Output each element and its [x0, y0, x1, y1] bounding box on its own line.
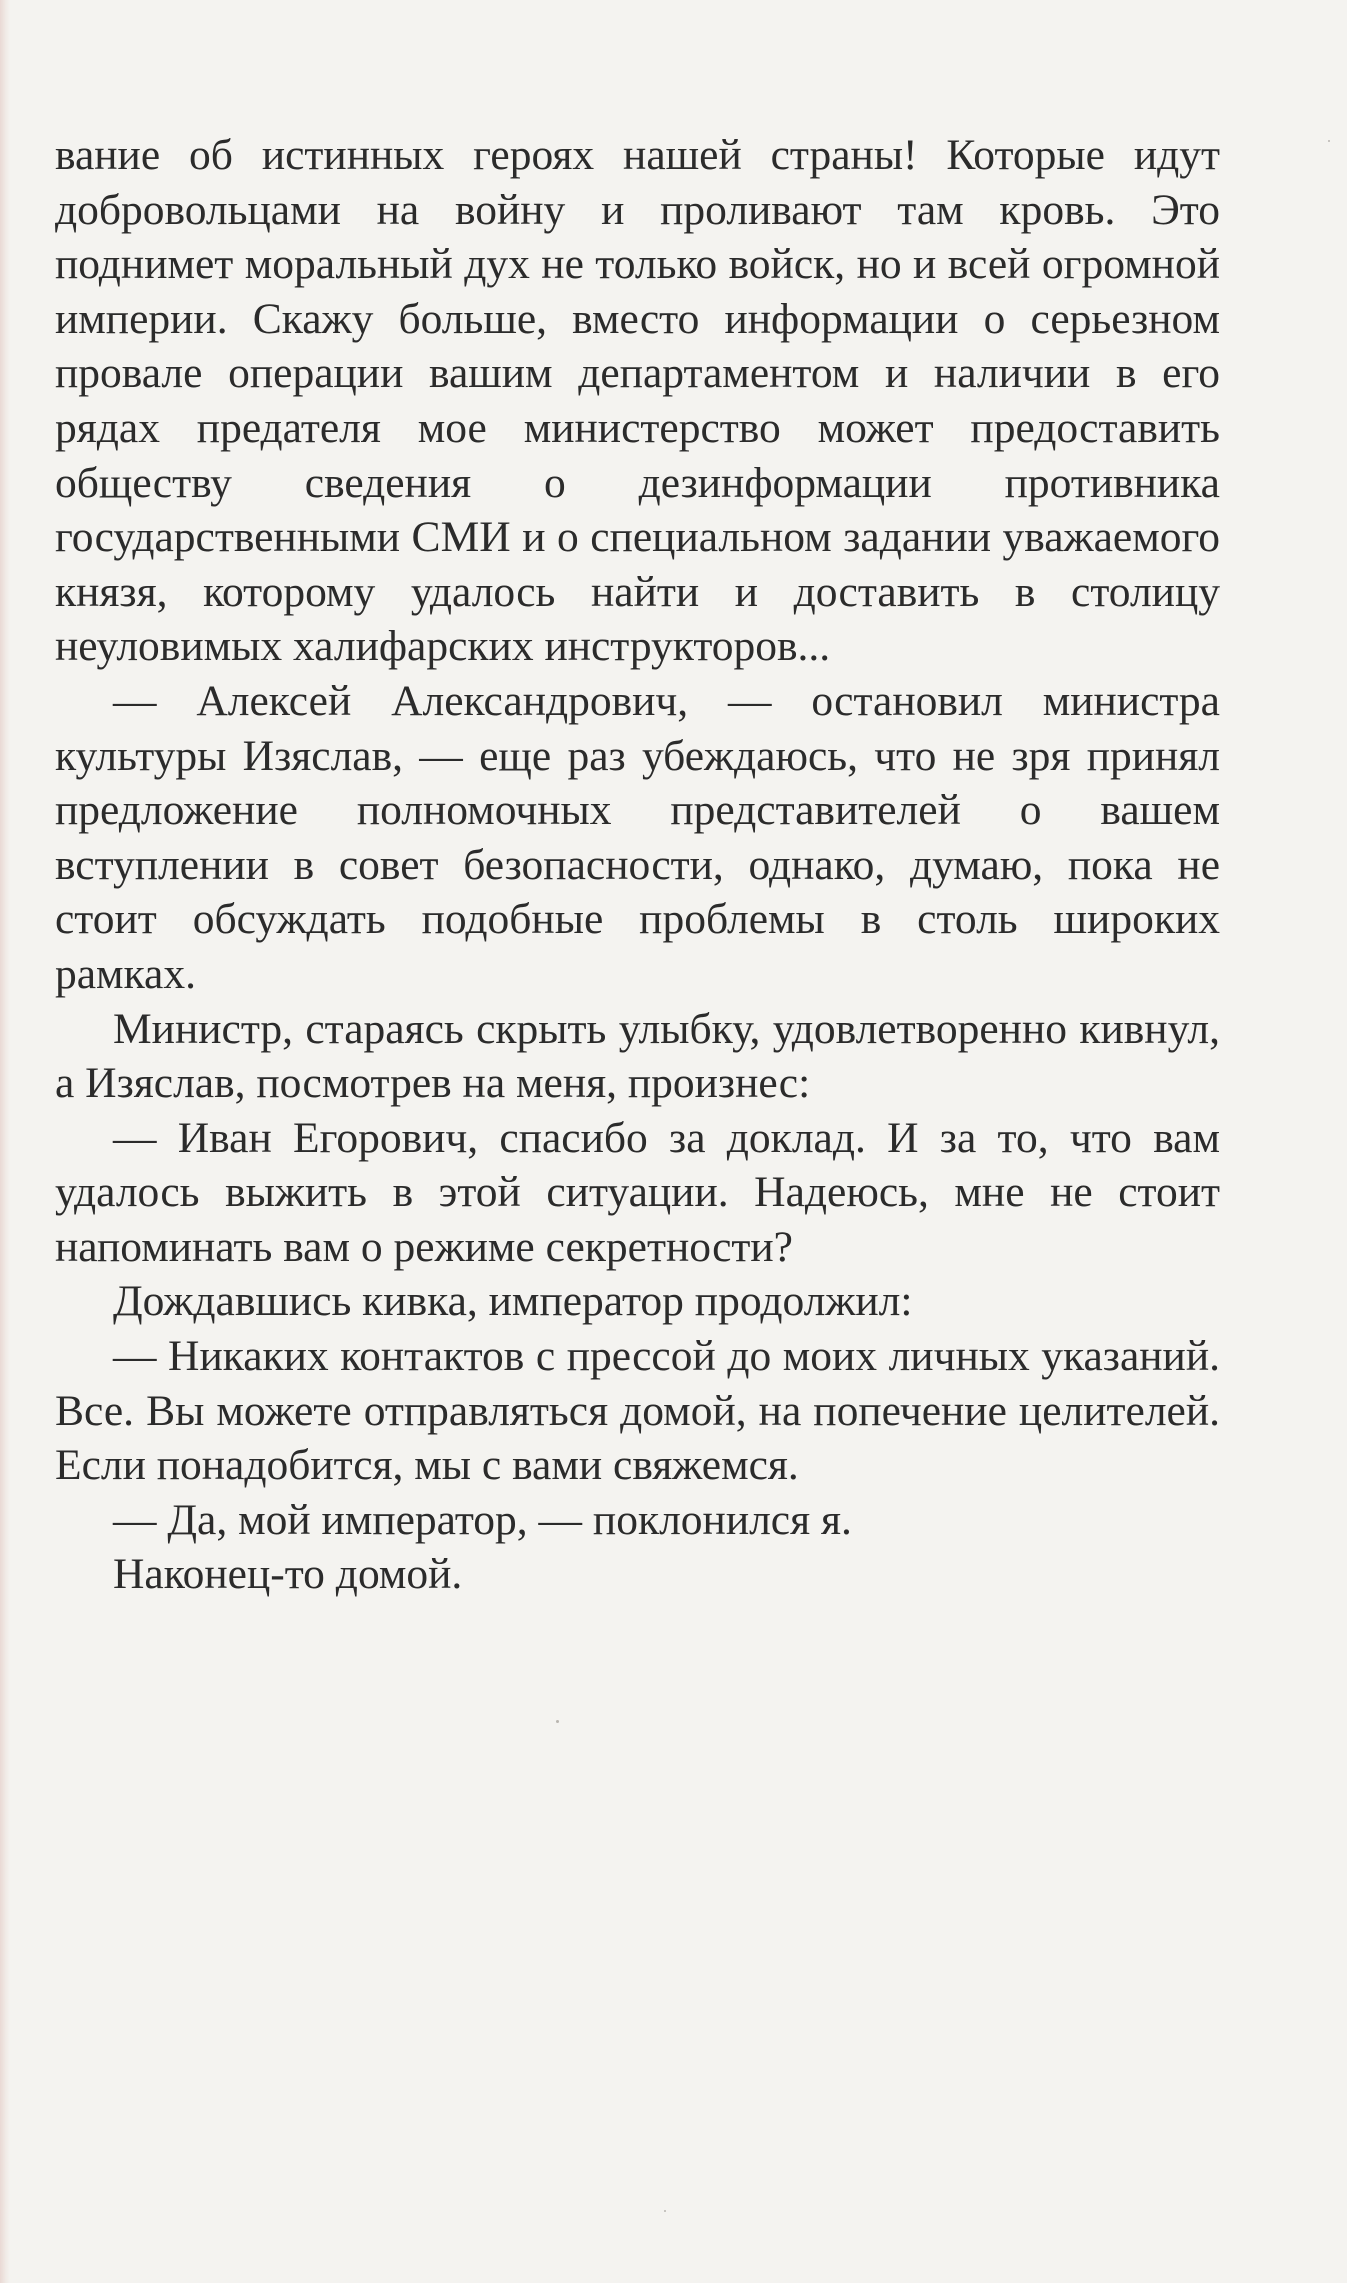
paragraph: — Никаких контактов с прессой до моих личных указаний. Все. Вы можете отправляться домой, на попечение целителей. Если понадобится, мы с вами свяжемся.	[55, 1332, 1220, 1490]
text-column	[55, 128, 1220, 1602]
paper-speck	[1328, 140, 1330, 142]
paragraph: — Да, мой император, — поклонился я.	[113, 1495, 852, 1544]
paragraph: Наконец-то домой.	[113, 1550, 463, 1599]
page-edge-shadow	[0, 0, 10, 2283]
paragraph: Дождавшись кивка, император продолжил:	[113, 1277, 913, 1326]
paragraph: — Алексей Александрович, — остановил министра культуры Изяслав, — еще раз убеждаюсь, что не зря принял предложение полномочных представителей о вашем вступлении в совет безопасности, однако, думаю, пока не стоит обсуждать подобные проблемы в столь широких рамках.	[55, 676, 1220, 998]
paragraph: — Иван Егорович, спасибо за доклад. И за то, что вам удалось выжить в этой ситуации. Надеюсь, мне не стоит напоминать вам о режиме секретности?	[55, 1113, 1220, 1271]
paper-speck	[664, 2210, 666, 2212]
paragraph: Министр, стараясь скрыть улыбку, удовлетворенно кивнул, а Изяслав, посмотрев на меня, произнес:	[55, 1004, 1220, 1108]
paragraph: вание об истинных героях нашей страны! Которые идут добровольцами на войну и проливают там кровь. Это поднимет моральный дух не только войск, но и всей огромной империи. Скажу больше, вместо информации о серьезном провале операции вашим департаментом и наличии в его рядах предателя мое министерство может предоставить обществу сведения о дезинформации противника государственными СМИ и о специальном задании уважаемого князя, которому удалось найти и доставить в столицу неуловимых халифарских инструкторов...	[55, 131, 1220, 671]
paper-speck	[556, 1720, 559, 1723]
